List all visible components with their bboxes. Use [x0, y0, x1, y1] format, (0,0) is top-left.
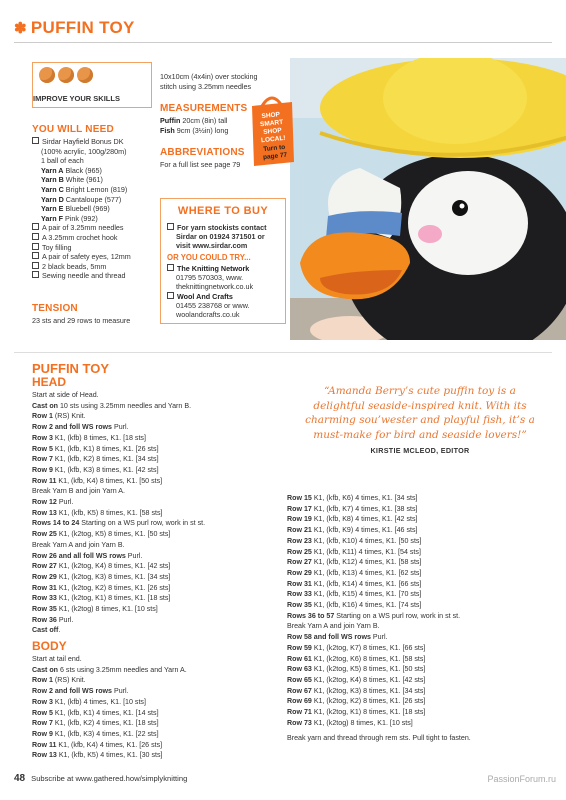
header-divider: [14, 42, 552, 43]
pattern-row: Row 7 K1, (kfb, K2) 4 times, K1. [18 sts]: [32, 719, 159, 728]
shop-local-text: SHOP SMART SHOP LOCAL! Turn to page 77: [259, 111, 288, 162]
pattern-row: Row 65 K1, (k2tog, K4) 8 times, K1. [42 sts]: [287, 675, 426, 684]
checkbox-icon: [167, 292, 174, 299]
pattern-row: Row 31 K1, (kfb, K14) 4 times, K1. [66 sts]: [287, 579, 422, 588]
shop-local-badge: [248, 92, 296, 168]
needs-item: Toy filling: [32, 243, 160, 253]
or-you-could-try: OR YOU COULD TRY...: [167, 253, 251, 262]
tension-line: stitch using 3.25mm needles: [160, 82, 252, 91]
needs-item: Yarn F Pink (992): [41, 213, 98, 223]
pattern-row: Row 36 Purl.: [32, 615, 74, 624]
pattern-row: Row 67 K1, (k2tog, K3) 8 times, K1. [34 sts]: [287, 686, 426, 695]
pattern-row: Cast on 10 sts using 3.25mm needles and Yarn B.: [32, 401, 192, 410]
pattern-row: Row 7 K1, (kfb, K2) 8 times, K1. [34 sts]: [32, 455, 159, 464]
pattern-row: Row 23 K1, (kfb, K10) 4 times, K1. [50 sts]: [287, 536, 422, 545]
needs-item: Sirdar Hayfield Bonus DK: [32, 137, 160, 147]
pattern-row: Row 21 K1, (kfb, K9) 4 times, K1. [46 sts]: [287, 526, 418, 535]
measurement-line: Puffin 20cm (8in) tall: [160, 116, 228, 125]
pattern-row: Row 3 K1, (kfb) 8 times, K1. [18 sts]: [32, 433, 146, 442]
head-instructions: [32, 390, 282, 636]
pattern-row: Start at side of Head.: [32, 391, 99, 399]
pattern-row: Row 5 K1, (kfb, K1) 8 times, K1. [26 sts]: [32, 444, 159, 453]
flower-icon: ✽: [14, 20, 27, 37]
body-instructions-continued: [287, 493, 552, 728]
pattern-row: Break Yarn B and join Yarn A.: [32, 487, 125, 496]
needs-item: A pair of 3.25mm needles: [32, 223, 160, 233]
pattern-row: Row 29 K1, (k2tog, K3) 8 times, K1. [34 sts]: [32, 572, 171, 581]
pattern-row: Row 15 K1, (kfb, K6) 4 times, K1. [34 sts]: [287, 494, 418, 502]
section-divider: [14, 352, 552, 353]
pattern-row: Row 71 K1, (k2tog, K1) 8 times, K1. [18 sts]: [287, 708, 426, 717]
pattern-row: Row 63 K1, (k2tog, K5) 8 times, K1. [50 sts]: [287, 665, 426, 674]
needs-item: Yarn C Bright Lemon (819): [41, 184, 128, 194]
checkbox-icon: [167, 223, 174, 230]
head-title: HEAD: [32, 375, 67, 389]
page-title: PUFFIN TOY: [30, 18, 135, 37]
pattern-row: Row 69 K1, (k2tog, K2) 8 times, K1. [26 sts]: [287, 697, 426, 706]
pattern-row: Row 73 K1, (k2tog) 8 times, K1. [10 sts]: [287, 718, 413, 727]
pattern-row: Row 9 K1, (kfb, K3) 8 times, K1. [42 sts]: [32, 465, 159, 474]
pattern-row: Row 29 K1, (kfb, K13) 4 times, K1. [62 sts]: [287, 568, 422, 577]
checkbox-icon: [32, 137, 39, 144]
pattern-row: Row 3 K1, (kfb) 4 times, K1. [10 sts]: [32, 697, 146, 706]
pattern-row: Row 33 K1, (kfb, K15) 4 times, K1. [70 sts]: [287, 590, 422, 599]
tension-line: 10x10cm (4x4in) over stocking: [160, 72, 258, 81]
checkbox-icon: [32, 252, 39, 259]
checkbox-icon: [167, 264, 174, 271]
yarn-ball-icon: [77, 67, 93, 83]
page-number: 48: [14, 773, 26, 784]
pattern-row: Row 13 K1, (kfb, K5) 4 times, K1. [30 sts]: [32, 751, 163, 760]
puffin-toy-illustration: [290, 58, 566, 340]
needs-item: Yarn B White (961): [41, 175, 103, 185]
pattern-row: Row 35 K1, (k2tog) 8 times, K1. [10 sts]: [32, 605, 158, 614]
pattern-row: Row 33 K1, (k2tog, K1) 8 times, K1. [18 sts]: [32, 594, 171, 603]
pattern-row: Row 9 K1, (kfb, K3) 4 times, K1. [22 sts]: [32, 729, 159, 738]
pattern-row: Row 2 and foll WS rows Purl.: [32, 687, 129, 696]
watermark: PassionForum.ru: [487, 774, 556, 784]
pattern-row: Row 17 K1, (kfb, K7) 4 times, K1. [38 sts]: [287, 504, 418, 513]
pattern-row: Start at tail end.: [32, 655, 82, 663]
subscribe-link[interactable]: Subscribe at www.gathered.how/simplyknitting: [31, 774, 188, 783]
pattern-row: Row 1 (RS) Knit.: [32, 412, 86, 421]
needs-item: Yarn D Cantaloupe (577): [41, 194, 122, 204]
yarn-ball-icon: [58, 67, 74, 83]
needs-item: 2 black beads, 5mm: [32, 262, 160, 272]
where-to-buy-title: WHERE TO BUY: [177, 205, 269, 217]
skill-level-badge: [32, 62, 152, 108]
pattern-row: Row 25 K1, (kfb, K11) 4 times, K1. [54 sts]: [287, 547, 421, 556]
tension-line: 23 sts and 29 rows to measure: [32, 316, 131, 325]
checkbox-icon: [32, 271, 39, 278]
quote-attribution: KIRSTIE MCLEOD, EDITOR: [370, 446, 470, 455]
checkbox-icon: [32, 223, 39, 230]
editor-quote: “Amanda Berry’s cute puffin toy is a delightful seaside-inspired knit. With its charming sou’wester and playful fish, it’s a must-make for bird and seaside lovers!”: [305, 385, 535, 441]
pattern-row: Cast on 6 sts using 3.25mm needles and Yarn A.: [32, 665, 187, 674]
needs-title: YOU WILL NEED: [32, 124, 114, 135]
pattern-row: Row 61 K1, (k2tog, K6) 8 times, K1. [58 sts]: [287, 654, 426, 663]
stockist-list: The Knitting Network 01795 570303, www. theknittingnetwork.co.uk Wool And Crafts 01455 238768 or www. woolandcrafts.co.uk: [167, 264, 283, 319]
abbreviations-line: For a full list see page 79: [160, 160, 241, 169]
pattern-row: Row 13 K1, (kfb, K5) 8 times, K1. [58 sts]: [32, 508, 163, 517]
puffin-photo: [290, 58, 566, 340]
body-instructions: [32, 654, 282, 761]
pattern-row: Row 19 K1, (kfb, K8) 4 times, K1. [42 sts]: [287, 515, 418, 524]
needs-item: A pair of safety eyes, 12mm: [32, 252, 160, 262]
checkbox-icon: [32, 262, 39, 269]
needs-item: Yarn E Bluebell (969): [41, 204, 110, 214]
needs-item: Yarn A Black (965): [41, 165, 102, 175]
pattern-row: Row 27 K1, (k2tog, K4) 8 times, K1. [42 sts]: [32, 562, 171, 571]
pattern-row: Row 12 Purl.: [32, 498, 74, 507]
measurements-title: MEASUREMENTS: [160, 103, 248, 114]
pattern-row: Row 58 and foll WS rows Purl.: [287, 633, 388, 642]
tension-title: TENSION: [32, 303, 78, 314]
closing-instruction: Break yarn and thread through rem sts. Pull tight to fasten.: [287, 734, 471, 742]
page-footer: [14, 773, 187, 784]
needs-item: 1 ball of each: [41, 156, 84, 166]
checkbox-icon: [32, 243, 39, 250]
pattern-row: Row 31 K1, (k2tog, K2) 8 times, K1. [26 sts]: [32, 583, 171, 592]
pattern-row: Rows 14 to 24 Starting on a WS purl row, work in st st.: [32, 519, 206, 528]
pattern-row: Row 35 K1, (kfb, K16) 4 times, K1. [74 sts]: [287, 601, 422, 610]
measurement-line: Fish 9cm (3½in) long: [160, 126, 229, 135]
pattern-row: Row 11 K1, (kfb, K4) 8 times, K1. [50 sts]: [32, 476, 163, 485]
pattern-row: Rows 36 to 57 Starting on a WS purl row, work in st st.: [287, 611, 461, 620]
pattern-row: Row 25 K1, (k2tog, K5) 8 times, K1. [50 sts]: [32, 530, 171, 539]
pattern-row: Row 5 K1, (kfb, K1) 4 times, K1. [14 sts]: [32, 708, 159, 717]
pattern-title: PUFFIN TOY: [32, 361, 110, 376]
pattern-row: Row 59 K1, (k2tog, K7) 8 times, K1. [66 sts]: [287, 643, 426, 652]
page-header: [14, 18, 135, 38]
body-title: BODY: [32, 639, 67, 653]
pattern-row: Row 11 K1, (kfb, K4) 4 times, K1. [26 sts]: [32, 740, 163, 749]
where-to-buy-text: For yarn stockists contact Sirdar on 01924 371501 or visit www.sirdar.com: [167, 223, 283, 250]
pattern-row: Row 2 and foll WS rows Purl.: [32, 423, 129, 432]
needs-list: [32, 137, 160, 281]
pattern-row: Row 1 (RS) Knit.: [32, 676, 86, 685]
needs-item: A 3.25mm crochet hook: [32, 233, 160, 243]
pattern-row: Row 27 K1, (kfb, K12) 4 times, K1. [58 sts]: [287, 558, 422, 567]
checkbox-icon: [32, 233, 39, 240]
needs-item: Sewing needle and thread: [32, 271, 160, 281]
skill-level-label: IMPROVE YOUR SKILLS: [33, 94, 120, 103]
pattern-row: Break Yarn A and join Yarn B.: [287, 622, 380, 631]
where-to-buy-box: [160, 198, 286, 324]
abbreviations-title: ABBREVIATIONS: [160, 147, 245, 158]
yarn-ball-icon: [39, 67, 55, 83]
pattern-row: Cast off.: [32, 626, 61, 635]
needs-item: (100% acrylic, 100g/280m): [41, 146, 127, 156]
pattern-row: Break Yarn A and join Yarn B.: [32, 540, 125, 549]
pattern-row: Row 26 and all foll WS rows Purl.: [32, 551, 143, 560]
